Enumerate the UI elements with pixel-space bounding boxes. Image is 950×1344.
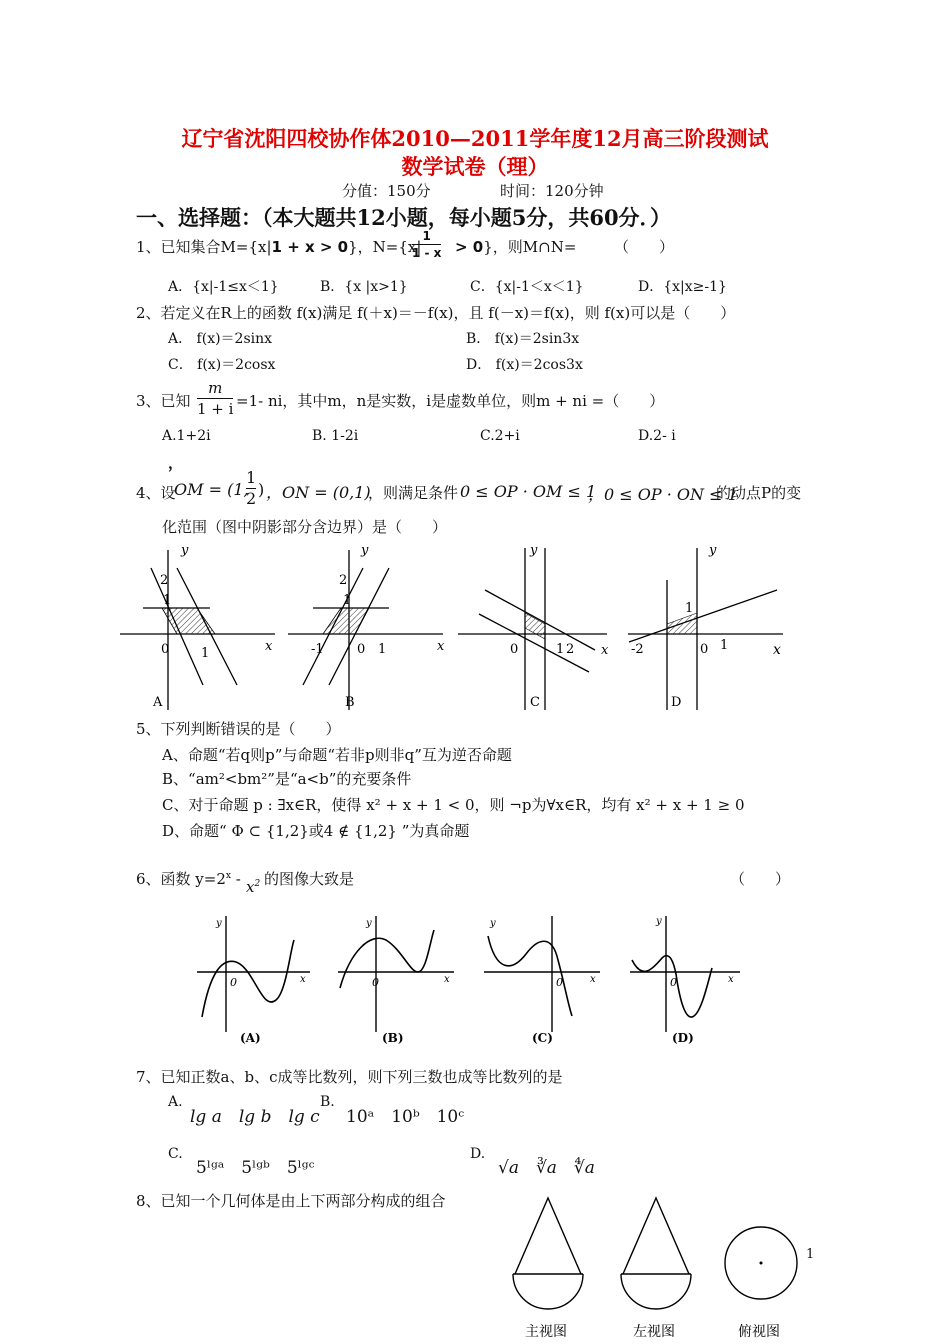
q6a-origin: 0 <box>230 976 237 989</box>
q6b-x-label: x <box>444 974 450 985</box>
q4-om-end: ) <box>258 480 265 499</box>
q6-stem-b: - <box>230 870 241 888</box>
fig-d-label: D <box>671 695 682 710</box>
q4-on: ，ON = (0,1) <box>266 483 371 502</box>
fig-a-tick-2: 2 <box>160 573 169 588</box>
q1-stem-tail <box>455 236 576 257</box>
q4-om-den: 2 <box>246 489 257 508</box>
fig-d-y-label: y <box>709 543 717 558</box>
question-2: 2、若定义在R上的函数 f(x)满足 f(＋x)＝－f(x)，且 f(－x)＝f(x)，则 f(x)可以是（ ） <box>136 304 736 322</box>
fig-d-x-label: x <box>773 642 781 658</box>
q6-x2 <box>246 878 260 896</box>
fig-b-y-label: y <box>361 543 369 558</box>
q4-cond2: ，0 ≤ OP · ON ≤ 1 <box>588 485 738 504</box>
q1-stem-d: }，则M∩N= <box>483 238 577 256</box>
q4-cond1: 0 ≤ OP · OM ≤ 1 <box>460 482 597 501</box>
q4-stem-b: ，则满足条件 <box>368 484 459 502</box>
q3-stem-b: =1- ni，其中m，n是实数，i是虚数单位，则m + ni =（ ） <box>236 392 665 410</box>
q6-x2-base: x <box>246 878 255 896</box>
q1-answer-paren: （ ） <box>614 238 675 256</box>
fig-c-y-label: y <box>530 543 538 558</box>
question-7: 7、已知正数a、b、c成等比数列，则下列三数也成等比数列的是 <box>136 1068 563 1086</box>
q8-front-label: 主视图 <box>525 1324 567 1340</box>
q8-top-label: 俯视图 <box>738 1324 780 1340</box>
q3-frac-den: 1 + i <box>197 400 234 418</box>
q3-option-a: A.1+2i <box>162 428 211 444</box>
q4-figure-d <box>625 540 795 715</box>
question-5: 5、下列判断错误的是（ ） <box>136 720 341 738</box>
q6d-y-label: y <box>656 916 662 927</box>
fig-b-origin: 0 <box>357 642 366 657</box>
q5-option-b: B、“am²<bm²”是“a<b”的充要条件 <box>162 770 412 788</box>
section-heading: 一、选择题：（本大题共12小题，每小题5分，共60分．） <box>136 205 672 230</box>
fig-b-label: B <box>345 695 355 710</box>
q7-option-c-letter: C. <box>168 1146 183 1162</box>
q6-graph-b <box>336 912 456 1052</box>
exam-title-line2: 数学试卷（理） <box>401 154 549 179</box>
q7-option-d-expr: √a ∛a ∜a <box>498 1158 595 1178</box>
fig-c-origin: 0 <box>510 642 519 657</box>
q6-sup: x <box>225 871 231 881</box>
q4-figure-a <box>115 540 285 715</box>
q7-option-d-letter: D. <box>470 1146 486 1162</box>
q4-stem-line2: 化范围（图中阴影部分含边界）是（ ） <box>162 518 448 536</box>
fig-a-tick-1: 1 <box>163 593 172 608</box>
q5-option-a: A、命题“若q则p”与命题“若非p则非q”互为逆否命题 <box>162 746 512 764</box>
q1-fraction <box>412 228 441 261</box>
q8-top-view <box>718 1225 818 1340</box>
question-6 <box>136 868 241 889</box>
q6b-label: (B) <box>382 1031 404 1045</box>
q7-option-a-expr: lg a lg b lg c <box>190 1107 320 1127</box>
fig-b-tick-neg1: -1 <box>311 642 324 657</box>
q1-option-a: A．{x|-1≤x＜1} <box>168 279 279 295</box>
q1-frac-cond: > 0 <box>455 238 484 256</box>
fig-d-origin: 0 <box>700 642 709 657</box>
q2-option-b: B． f(x)＝2sin3x <box>466 331 580 347</box>
q6b-y-label: y <box>366 918 372 929</box>
q3-mark: ， <box>168 454 184 472</box>
fig-c-tick-2: 2 <box>566 642 575 657</box>
q6d-origin: 0 <box>670 976 677 989</box>
q1-condition: 1 + x > 0 <box>271 238 349 256</box>
q4-om-num: 1 <box>246 468 257 487</box>
q2-option-a: A． f(x)＝2sinx <box>168 331 273 347</box>
q1-stem-a: 1、已知集合M={x| <box>136 238 272 256</box>
q5-option-c: C、对于命题 p : ∃x∈R，使得 x² + x + 1 < 0，则 ¬p为∀x∈R，均有 x² + x + 1 ≥ 0 <box>162 796 745 814</box>
q6b-origin: 0 <box>372 976 379 989</box>
fig-b-x-label: x <box>437 639 445 654</box>
fig-a-tick-x1: 1 <box>201 646 210 661</box>
q3-option-c: C.2+i <box>480 428 520 444</box>
fig-c-tick-1: 1 <box>556 642 565 657</box>
q7-option-a-letter: A. <box>168 1094 183 1110</box>
fig-b-tick-2: 2 <box>339 573 348 588</box>
q1-frac-den: 1 - x <box>412 246 442 260</box>
q8-side-label: 左视图 <box>633 1324 675 1340</box>
fig-d-tick-neg2: -2 <box>631 642 644 657</box>
q3-fraction <box>197 378 233 419</box>
q5-option-d: D、命题“ Φ ⊂ {1,2}或4 ∉ {1,2} ”为真命题 <box>162 822 470 840</box>
score-info: 分值：150分 <box>342 182 431 200</box>
q3-stem-a: 3、已知 <box>136 392 191 410</box>
q6a-x-label: x <box>300 974 306 985</box>
fig-a-x-label: x <box>265 639 273 654</box>
fig-a-label: A <box>153 695 163 710</box>
q6-stem-c: 的图像大致是 <box>264 870 355 888</box>
q6d-x-label: x <box>728 974 734 985</box>
q6-graph-a <box>192 912 312 1052</box>
fig-d-tick-1: 1 <box>685 601 694 616</box>
fig-c-x-label: x <box>601 643 609 658</box>
q1-option-d: D．{x|x≥-1} <box>638 279 727 295</box>
fig-b-tick-1: 1 <box>343 593 352 608</box>
q4-stem-a: 4、设 <box>136 484 176 502</box>
q3-frac-num: m <box>197 378 233 399</box>
q6-graph-d <box>628 912 748 1052</box>
q6-answer-paren: （ ） <box>730 870 791 888</box>
q8-side-mark: 1 <box>806 1247 815 1262</box>
q1-option-c: C．{x|-1＜x＜1} <box>470 279 584 295</box>
q8-side-view <box>613 1190 708 1340</box>
fig-c-label: C <box>530 695 540 710</box>
q2-option-c: C． f(x)＝2cosx <box>168 357 276 373</box>
q6-graph-c <box>482 912 602 1052</box>
q6d-label: (D) <box>672 1031 694 1045</box>
q4-om-fraction <box>246 468 256 509</box>
q6c-origin: 0 <box>556 976 563 989</box>
q6c-y-label: y <box>490 918 496 929</box>
q1-option-b: B．{x |x>1} <box>320 279 408 295</box>
q7-option-c-expr: 5ˡᵍᵃ 5ˡᵍᵇ 5ˡᵍᶜ <box>196 1158 315 1178</box>
q8-front-view <box>505 1190 600 1340</box>
q6a-y-label: y <box>216 918 222 929</box>
time-info: 时间：120分钟 <box>500 182 604 200</box>
q3-option-d: D.2- i <box>638 428 676 444</box>
fig-d-tick-x1: 1 <box>720 638 729 653</box>
exam-title-line1: 辽宁省沈阳四校协作体2010—2011学年度12月高三阶段测试 <box>181 126 769 151</box>
fig-a-y-label: y <box>181 543 189 558</box>
q4-figure-b <box>285 540 455 715</box>
q7-option-b-letter: B. <box>320 1094 335 1110</box>
fig-b-tick-x1: 1 <box>378 642 387 657</box>
fig-a-origin: 0 <box>161 642 170 657</box>
question-8: 8、已知一个几何体是由上下两部分构成的组合 <box>136 1192 446 1210</box>
q4-stem-c: 的动点P的变 <box>716 484 802 502</box>
q4-om: OM = (1, <box>174 480 249 499</box>
q6c-label: (C) <box>532 1031 553 1045</box>
q6-stem-a: 6、函数 y=2 <box>136 870 226 888</box>
q4-figure-c <box>455 540 625 715</box>
question-1 <box>136 236 421 257</box>
q1-stem-b: }，N={x| <box>348 238 422 256</box>
q6c-x-label: x <box>590 974 596 985</box>
q7-option-b-expr: 10ᵃ 10ᵇ 10ᶜ <box>346 1107 465 1127</box>
q1-frac-num: 1 <box>412 228 441 245</box>
q3-option-b: B. 1-2i <box>312 428 359 444</box>
q6-x2-sup: 2 <box>254 879 261 889</box>
q6a-label: (A) <box>240 1031 261 1045</box>
q2-option-d: D． f(x)＝2cos3x <box>466 357 583 373</box>
